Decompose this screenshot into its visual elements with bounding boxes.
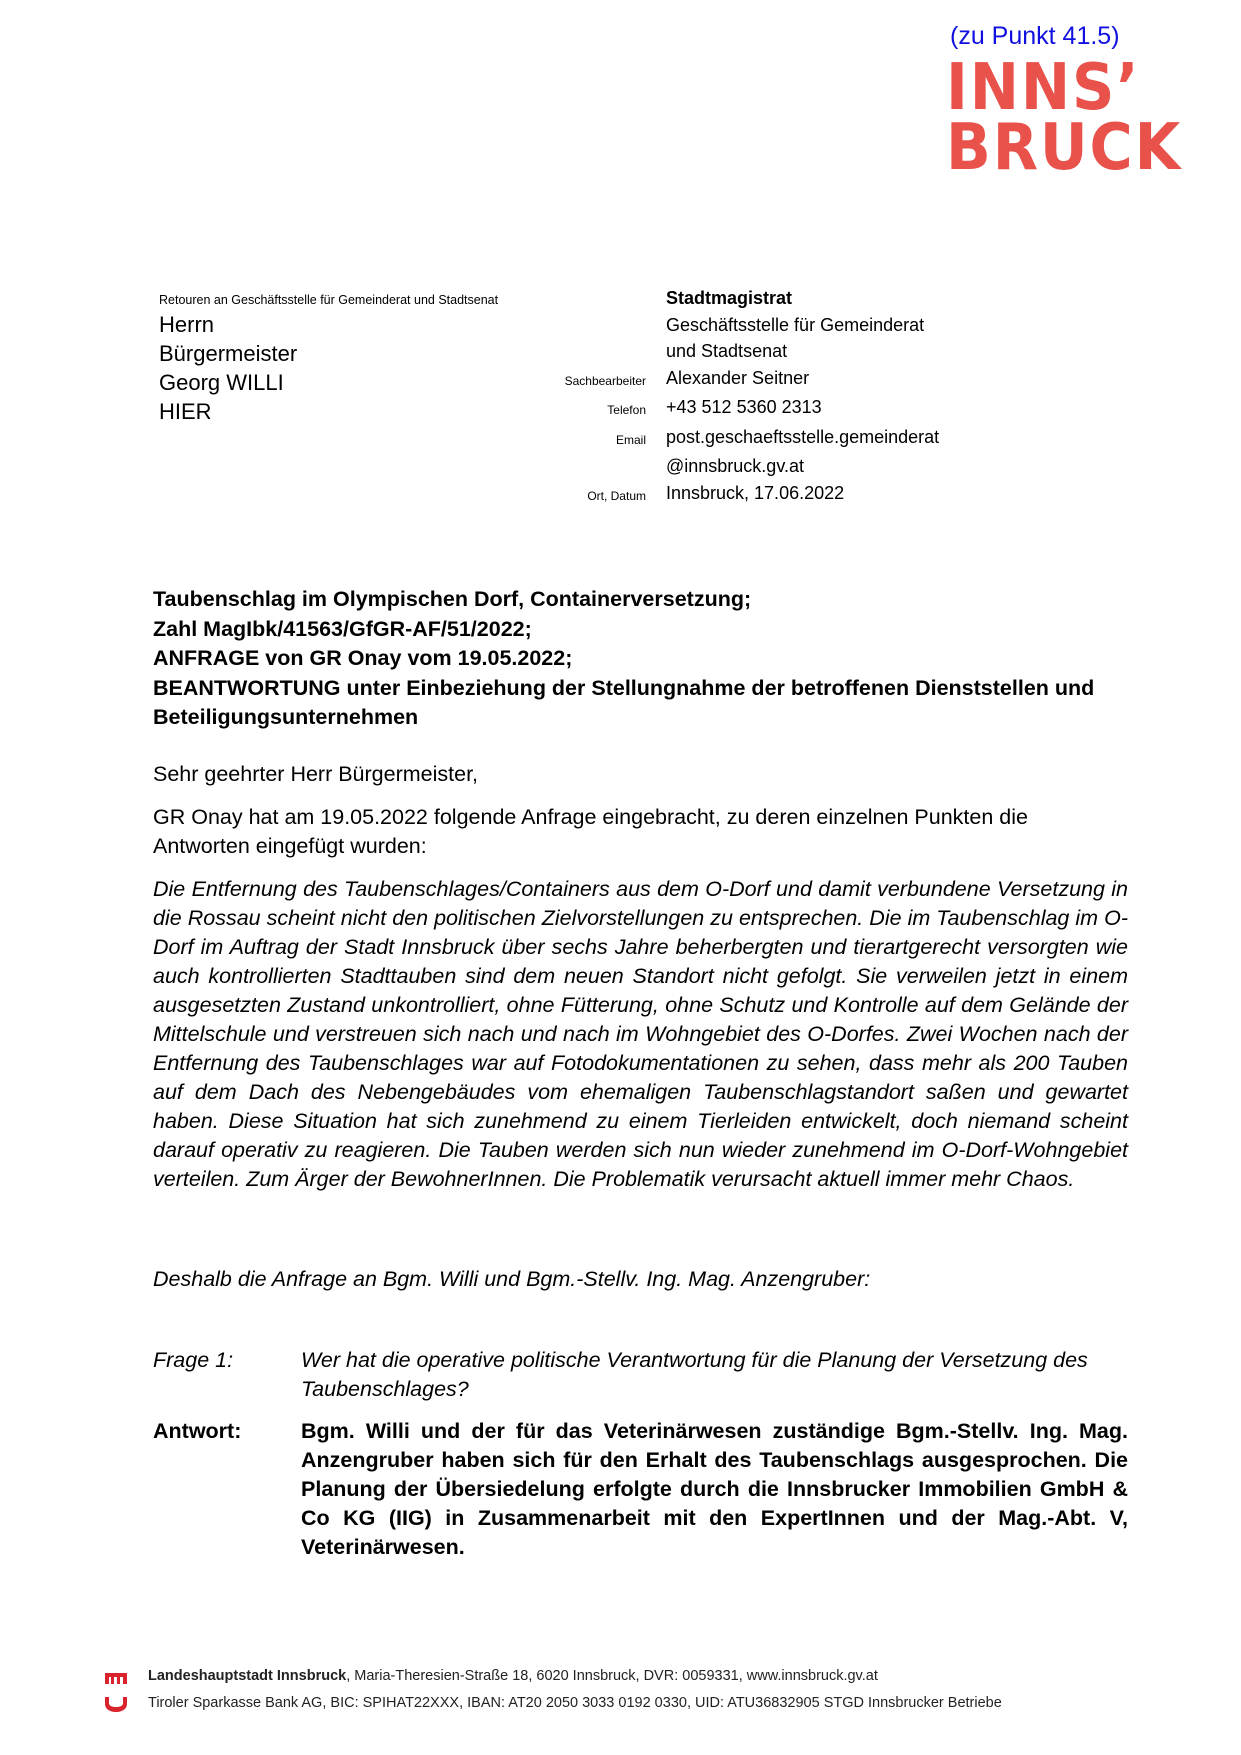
city-emblem-icon <box>104 1669 128 1685</box>
email-value-cont: @innsbruck.gv.at <box>666 456 804 476</box>
sender-dept-cont: und Stadtsenat <box>666 341 788 361</box>
inquiry-addressee: Deshalb die Anfrage an Bgm. Willi und Bgm.-Stellv. Ing. Mag. Anzengruber: <box>153 1267 871 1291</box>
recipient-line: Georg WILLI <box>159 370 284 395</box>
answer-text: Bgm. Willi und der für das Veterinärwesen zuständige Bgm.-Stellv. Ing. Mag. Anzengruber haben sich für den Erhalt des Taubenschlags ausgesprochen. Die Planung der Übersiedelung erfolgte durch die Innsbrucker Immobilien GmbH & Co KG (IIG) in Zusammenarbeit mit den ExpertInnen und der Mag.-Abt. V, Veterinärwesen. <box>301 1419 1128 1559</box>
clerk-label: Sachbearbeiter <box>564 373 646 388</box>
subject-heading <box>153 585 1128 733</box>
question-text: Wer hat die operative politische Verantwortung für die Planung der Versetzung des Taubenschlages? <box>301 1348 1088 1401</box>
recipient-line: Bürgermeister <box>159 341 298 366</box>
agenda-reference: (zu Punkt 41.5) <box>950 22 1120 50</box>
phone-value: +43 512 5360 2313 <box>666 397 822 417</box>
return-address-note: Retouren an Geschäftsstelle für Gemeinderat und Stadtsenat <box>159 293 499 307</box>
logo-line-1: INNS’ <box>946 51 1141 125</box>
logo-line-2: BRUCK <box>946 111 1183 185</box>
question-label: Frage 1: <box>153 1348 234 1372</box>
footer <box>104 1663 1002 1717</box>
sender-dept: Geschäftsstelle für Gemeinderat <box>666 314 925 335</box>
recipient-line: Herrn <box>159 312 215 337</box>
inquiry-text: Die Entfernung des Taubenschlages/Containers aus dem O-Dorf und damit verbundene Versetzung in die Rossau scheint nicht den politischen Zielvorstellungen zu entsprechen. Die im Taubenschlag im O-Dorf im Auftrag der Stadt Innsbruck über sechs Jahre beherbergten und tierartgerecht versorgten wie auch kontrollierten Stadttauben sind dem neuen Standort nicht gefolgt. Sie verweilen jetzt in einem ausgesetzten Zustand unkontrolliert, ohne Fütterung, ohne Schutz und Kontrolle auf dem Gelände der Mittelschule und verstreuen sich nach und nach im Wohngebiet des O-Dorfes. Zwei Wochen nach der Entfernung des Taubenschlages war auf Fotodokumentationen zu sehen, dass mehr als 200 Tauben auf dem Dach des Nebengebäudes vom ehemaligen Taubenschlagstandort saßen und gewartet haben. Diese Situation hat sich zunehmend zu einem Tierleiden entwickelt, doch niemand scheint darauf operativ zu reagieren. Die Tauben werden sich nun wieder zunehmend im O-Dorf-Wohngebiet verteilen. Zum Ärger der BewohnerInnen. Die Problematik verursacht aktuell immer mehr Chaos. <box>153 877 1128 1191</box>
answer-1 <box>153 1417 1128 1562</box>
sender-org: Stadtmagistrat <box>666 288 793 308</box>
sender-block <box>520 285 1080 509</box>
phone-label: Telefon <box>607 403 646 417</box>
subject-line: Taubenschlag im Olympischen Dorf, Containerversetzung; <box>153 587 752 611</box>
footer-bank: Tiroler Sparkasse Bank AG, BIC: SPIHAT22XXX, IBAN: AT20 2050 3033 0192 0330, UID: ATU36832905 STGD Innsbrucker Betriebe <box>148 1695 1002 1711</box>
email-label: Email <box>615 432 646 447</box>
clerk-name: Alexander Seitner <box>666 367 810 388</box>
recipient-address <box>159 310 297 426</box>
intro-paragraph: GR Onay hat am 19.05.2022 folgende Anfrage eingebracht, zu deren einzelnen Punkten die Antworten eingefügt wurden: <box>153 805 1028 858</box>
subject-line: BEANTWORTUNG unter Einbeziehung der Stellungnahme der betroffenen Dienststellen und Beteiligungsunternehmen <box>153 675 1095 729</box>
city-shield-icon <box>104 1696 128 1712</box>
footer-address: , Maria-Theresien-Straße 18, 6020 Innsbruck, DVR: 0059331, www.innsbruck.gv.at <box>346 1668 878 1684</box>
email-value: post.geschaeftsstelle.gemeinderat <box>666 426 940 447</box>
subject-line: Zahl MagIbk/41563/GfGR-AF/51/2022; <box>153 616 532 641</box>
recipient-line: HIER <box>159 399 212 424</box>
footer-city: Landeshauptstadt Innsbruck <box>148 1668 347 1684</box>
date-value: Innsbruck, 17.06.2022 <box>666 482 845 503</box>
innsbruck-logo <box>946 51 1183 185</box>
salutation: Sehr geehrter Herr Bürgermeister, <box>153 762 479 786</box>
answer-label: Antwort: <box>153 1419 242 1443</box>
date-label: Ort, Datum <box>587 488 646 503</box>
question-1 <box>153 1346 1128 1404</box>
subject-line: ANFRAGE von GR Onay vom 19.05.2022; <box>153 646 573 670</box>
